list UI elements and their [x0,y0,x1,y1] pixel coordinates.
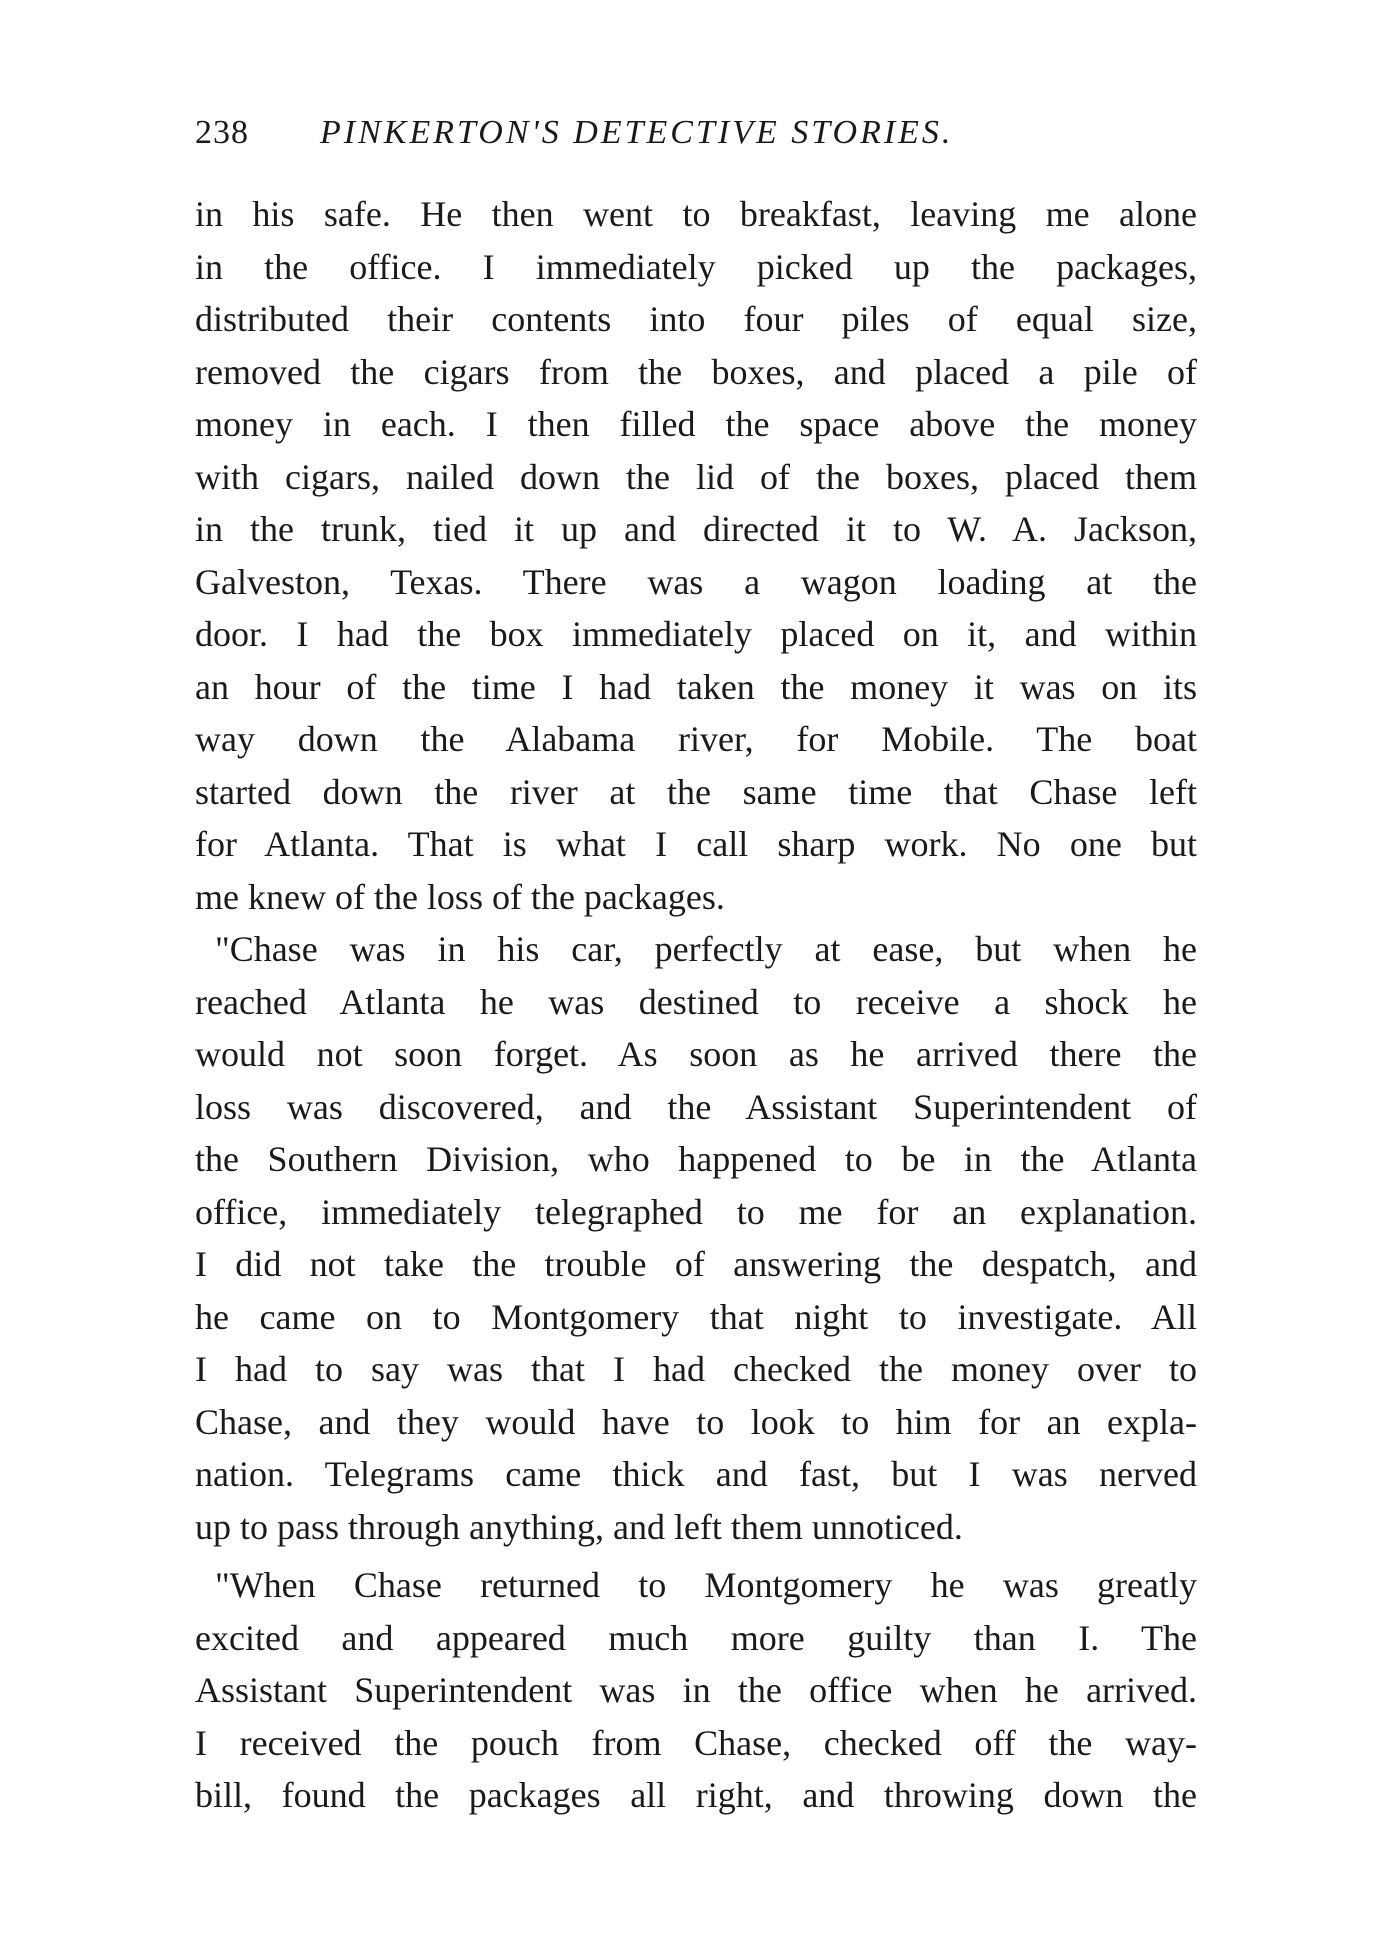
body-text [195,188,1197,1822]
text-line: I received the pouch from Chase, checked off the way- [195,1722,1197,1763]
text-line: up to pass through anything, and left them unnoticed. [195,1506,963,1547]
text-line: in his safe. He then went to breakfast, leaving me alone [195,194,1197,234]
text-line: way down the Alabama river, for Mobile. The boat [195,719,1197,759]
text-line: removed the cigars from the boxes, and placed a pile of [195,351,1197,392]
text-line: Chase, and they would have to look to him for an expla- [195,1401,1197,1442]
text-line: distributed their contents into four piles of equal size, [195,299,1197,339]
text-line: Assistant Superintendent was in the office when he arrived. [195,1670,1197,1710]
text-line: "Chase was in his car, perfectly at ease, but when he [215,929,1197,969]
text-line: reached Atlanta he was destined to receive a shock he [195,981,1197,1022]
text-line: in the trunk, tied it up and directed it to W. A. Jackson, [195,509,1197,549]
text-line: office, immediately telegraphed to me for an explanation. [195,1191,1197,1232]
text-line: door. I had the box immediately placed on it, and within [195,614,1197,654]
text-line: Galveston, Texas. There was a wagon loading at the [195,561,1197,602]
text-line: I did not take the trouble of answering the despatch, and [195,1244,1197,1284]
running-title: PINKERTON'S DETECTIVE STORIES. [320,114,954,151]
text-line: I had to say was that I had checked the money over to [195,1349,1197,1389]
text-line: in the office. I immediately picked up the packages, [195,246,1197,287]
text-line: nation. Telegrams came thick and fast, but I was nerved [195,1454,1197,1494]
text-line: with cigars, nailed down the lid of the boxes, placed them [195,456,1197,497]
paragraph-2 [195,923,1197,1553]
text-line: an hour of the time I had taken the money it was on its [195,666,1197,707]
text-line: started down the river at the same time that Chase left [195,771,1197,812]
text-line: me knew of the loss of the packages. [195,876,725,917]
text-line: money in each. I then filled the space above the money [195,404,1197,444]
text-line: bill, found the packages all right, and throwing down the [195,1775,1197,1815]
text-line: he came on to Montgomery that night to investigate. All [195,1296,1197,1337]
text-line: would not soon forget. As soon as he arrived there the [195,1034,1197,1074]
text-line: "When Chase returned to Montgomery he was greatly [215,1565,1197,1605]
text-line: loss was discovered, and the Assistant Superintendent of [195,1086,1197,1127]
text-line: the Southern Division, who happened to be in the Atlanta [195,1139,1197,1179]
text-line: excited and appeared much more guilty than I. The [195,1617,1197,1658]
text-line: for Atlanta. That is what I call sharp work. No one but [195,824,1197,864]
running-head [195,108,1075,158]
paragraph-3 [195,1559,1197,1822]
page-number: 238 [195,114,249,151]
paragraph-1 [195,188,1197,923]
